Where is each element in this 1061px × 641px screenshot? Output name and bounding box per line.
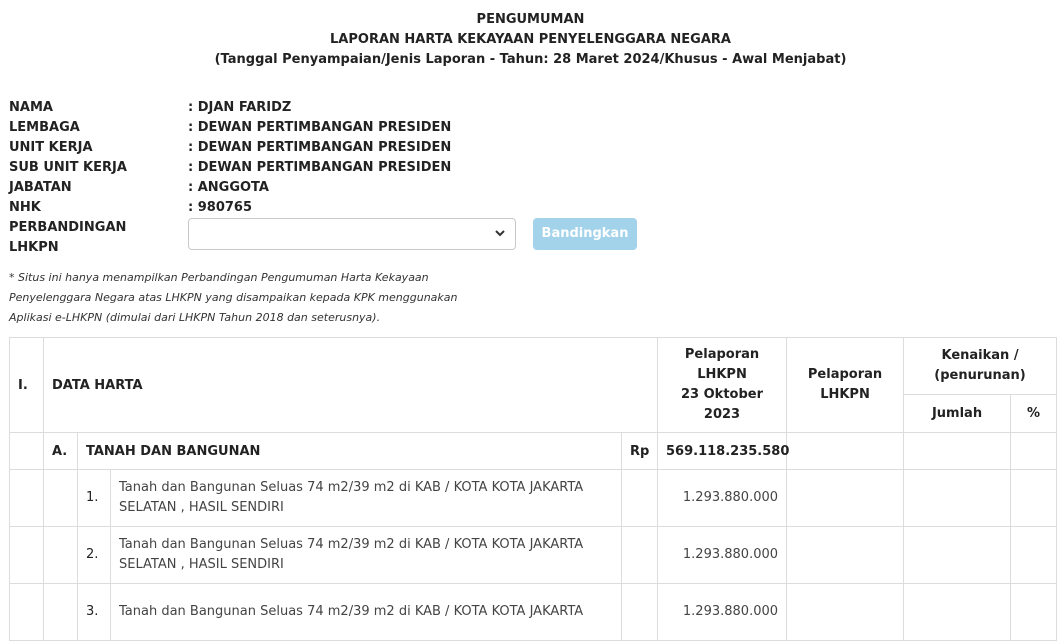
table-cell: [904, 433, 1011, 470]
item-value: 1.293.880.000: [658, 584, 787, 641]
col-header-percent: %: [1011, 395, 1057, 433]
table-cell: [44, 470, 78, 527]
table-cell: [904, 470, 1011, 527]
note-line: * Situs ini hanya menampilkan Perbandingan Pengumuman Harta Kekayaan: [9, 271, 429, 284]
col-header-no: I.: [10, 338, 44, 433]
table-cell: [10, 584, 44, 641]
official-info: [9, 98, 649, 218]
page-subtitle: LAPORAN HARTA KEKAYAAN PENYELENGGARA NEGARA: [330, 32, 731, 47]
section-row: [10, 433, 1057, 470]
page-header: [0, 10, 1061, 70]
section-total: 569.118.235.580: [658, 433, 787, 470]
info-row-sub-unit-kerja: [9, 158, 649, 178]
table-cell: [10, 527, 44, 584]
info-label: JABATAN: [9, 180, 72, 195]
table-cell: [904, 584, 1011, 641]
table-cell: [622, 527, 658, 584]
item-description: [111, 527, 622, 584]
lhkpn-select[interactable]: [188, 218, 516, 250]
table-cell: [44, 527, 78, 584]
header-text: LHKPN: [697, 367, 747, 382]
header-text: Pelaporan: [684, 347, 760, 362]
comparison-controls: [9, 218, 709, 258]
info-value: : ANGGOTA: [188, 180, 269, 195]
table-cell: [622, 470, 658, 527]
item-number: 2.: [78, 527, 111, 584]
table-cell: [622, 584, 658, 641]
note-line: Penyelenggara Negara atas LHKPN yang disampaikan kepada KPK menggunakan: [9, 291, 458, 304]
table-header-row: [10, 338, 1057, 395]
info-value: : DEWAN PERTIMBANGAN PRESIDEN: [188, 140, 452, 155]
table-cell: [10, 433, 44, 470]
info-label: UNIT KERJA: [9, 140, 93, 155]
item-value: 1.293.880.000: [658, 470, 787, 527]
item-value: 1.293.880.000: [658, 527, 787, 584]
info-value: : DJAN FARIDZ: [188, 100, 292, 115]
header-text: (penurunan): [934, 368, 1026, 383]
table-cell: [1011, 527, 1057, 584]
item-description-line: SELATAN , HASIL SENDIRI: [119, 500, 284, 515]
report-period: (Tanggal Penyampaian/Jenis Laporan - Tahun: 28 Maret 2024/Khusus - Awal Menjabat): [214, 52, 847, 67]
header-text: LHKPN: [820, 387, 870, 402]
table-cell: [787, 527, 904, 584]
info-label: NAMA: [9, 100, 53, 115]
comparison-label-line: PERBANDINGAN: [9, 220, 127, 235]
info-row-lembaga: [9, 118, 649, 138]
info-row-nhk: [9, 198, 649, 218]
table-row: [10, 527, 1057, 584]
note-line: Aplikasi e-LHKPN (dimulai dari LHKPN Tahun 2018 dan seterusnya).: [9, 311, 381, 324]
info-value: : DEWAN PERTIMBANGAN PRESIDEN: [188, 160, 452, 175]
item-description-line: Tanah dan Bangunan Seluas 74 m2/39 m2 di KAB / KOTA KOTA JAKARTA: [119, 480, 584, 495]
info-label: SUB UNIT KERJA: [9, 160, 127, 175]
info-row-unit-kerja: [9, 138, 649, 158]
info-row-nama: [9, 98, 649, 118]
item-description-line: SELATAN , HASIL SENDIRI: [119, 557, 284, 572]
page-title: PENGUMUMAN: [476, 12, 585, 27]
item-number: 3.: [78, 584, 111, 641]
header-text: Pelaporan: [807, 367, 883, 382]
table-cell: [1011, 433, 1057, 470]
section-title: TANAH DAN BANGUNAN: [78, 433, 622, 470]
table-cell: [787, 584, 904, 641]
col-header-amount: Jumlah: [904, 395, 1011, 433]
item-description-line: Tanah dan Bangunan Seluas 74 m2/39 m2 di KAB / KOTA KOTA JAKARTA: [119, 537, 584, 552]
section-letter: A.: [44, 433, 78, 470]
table-row: [10, 470, 1057, 527]
info-row-jabatan: [9, 178, 649, 198]
chevron-down-icon: [493, 226, 507, 240]
info-label: LEMBAGA: [9, 120, 80, 135]
table-row: [10, 584, 1057, 641]
table-cell: [787, 433, 904, 470]
table-cell: [10, 470, 44, 527]
item-description-line: Tanah dan Bangunan Seluas 74 m2/39 m2 di KAB / KOTA KOTA JAKARTA: [119, 604, 584, 619]
item-description: [111, 470, 622, 527]
table-cell: [1011, 470, 1057, 527]
table-cell: [787, 470, 904, 527]
item-description: [111, 584, 622, 641]
info-value: : DEWAN PERTIMBANGAN PRESIDEN: [188, 120, 452, 135]
comparison-label-line: LHKPN: [9, 240, 59, 255]
col-header-change: [904, 338, 1057, 395]
asset-table: [9, 337, 1057, 641]
header-text: Kenaikan /: [941, 348, 1019, 363]
section-currency: Rp: [622, 433, 658, 470]
item-number: 1.: [78, 470, 111, 527]
comparison-label: [9, 218, 179, 258]
table-cell: [904, 527, 1011, 584]
disclaimer-note: [9, 268, 529, 328]
info-value: : 980765: [188, 200, 252, 215]
col-header-data-harta: DATA HARTA: [44, 338, 658, 433]
table-cell: [44, 584, 78, 641]
info-label: NHK: [9, 200, 41, 215]
col-header-report-1: [658, 338, 787, 433]
header-text: 23 Oktober 2023: [681, 387, 764, 422]
table-cell: [1011, 584, 1057, 641]
col-header-report-2: [787, 338, 904, 433]
compare-button[interactable]: Bandingkan: [533, 218, 637, 250]
